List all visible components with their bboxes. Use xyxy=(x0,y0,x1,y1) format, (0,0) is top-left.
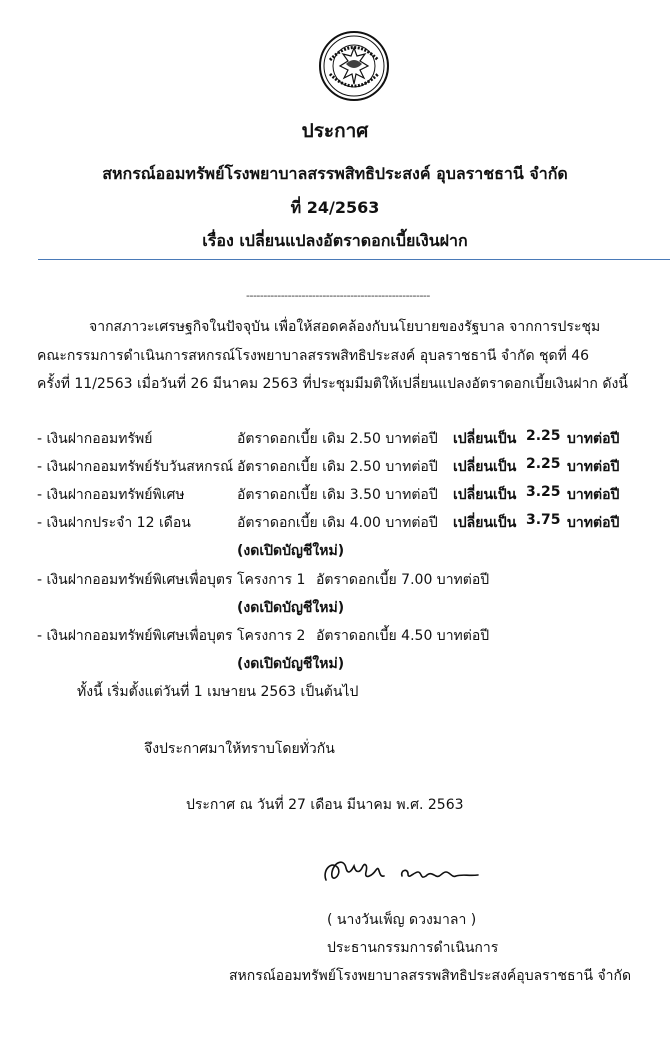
new-rate: 2.25 xyxy=(526,428,561,444)
effective-date: ทั้งนี้ เริ่มตั้งแต่วันที่ 1 เมษายน 2563 เป็นต้นไป xyxy=(77,684,359,700)
deposit-type: - เงินฝากออมทรัพย์รับวันสหกรณ์ xyxy=(37,459,234,475)
signer-name: ( นางวันเพ็ญ ดวงมาลา ) xyxy=(327,912,477,928)
intro-line-3: ครั้งที่ 11/2563 เมื่อวันที่ 26 มีนาคม 2563 ที่ประชุมมีมติให้เปลี่ยนแปลงอัตราดอกเบี้ยเงินฝาก ดังนี้ xyxy=(37,376,628,392)
cooperative-seal-icon xyxy=(318,30,390,102)
signer-position: ประธานกรรมการดำเนินการ xyxy=(327,940,499,956)
new-rate: 2.25 xyxy=(526,456,561,472)
new-rate: 3.75 xyxy=(526,512,561,528)
intro-line-1: จากสภาวะเศรษฐกิจในปัจจุบัน เพื่อให้สอดคล้องกับนโยบายของรัฐบาล จากการประชุม xyxy=(89,319,601,335)
new-rate: 3.25 xyxy=(526,484,561,500)
old-rate: อัตราดอกเบี้ย เดิม 4.00 บาทต่อปี xyxy=(237,515,438,531)
rate-unit: บาทต่อปี xyxy=(567,515,620,531)
rate-unit: บาทต่อปี xyxy=(567,431,620,447)
announced-date: ประกาศ ณ วันที่ 27 เดือน มีนาคม พ.ศ. 2563 xyxy=(186,797,464,813)
old-rate: อัตราดอกเบี้ย เดิม 2.50 บาทต่อปี xyxy=(237,459,438,475)
change-label: เปลี่ยนเป็น xyxy=(453,459,517,475)
signer-organization: สหกรณ์ออมทรัพย์โรงพยาบาลสรรพสิทธิประสงค์อุบลราชธานี จำกัด xyxy=(229,968,632,984)
header-divider xyxy=(38,259,670,260)
intro-line-2: คณะกรรมการดำเนินการสหกรณ์โรงพยาบาลสรรพสิทธิประสงค์ อุบลราชธานี จำกัด ชุดที่ 46 xyxy=(37,348,590,364)
deposit-type: - เงินฝากออมทรัพย์พิเศษ xyxy=(37,487,185,503)
change-label: เปลี่ยนเป็น xyxy=(453,515,517,531)
separator-dashes: ----------------------------------------------------- xyxy=(246,289,430,302)
deposit-type: - เงินฝากประจำ 12 เดือน xyxy=(37,515,191,531)
change-label: เปลี่ยนเป็น xyxy=(453,487,517,503)
closed-account-note: (งดเปิดบัญชีใหม่) xyxy=(237,656,345,672)
deposit-type: - เงินฝากออมทรัพย์ xyxy=(37,431,153,447)
old-rate: อัตราดอกเบี้ย เดิม 2.50 บาทต่อปี xyxy=(237,431,438,447)
project-rate: อัตราดอกเบี้ย 4.50 บาทต่อปี xyxy=(316,628,490,644)
rate-unit: บาทต่อปี xyxy=(567,487,620,503)
project-deposit-type: - เงินฝากออมทรัพย์พิเศษเพื่อบุตร โครงการ 2 xyxy=(37,628,306,644)
rate-unit: บาทต่อปี xyxy=(567,459,620,475)
announcement-subject: เรื่อง เปลี่ยนแปลงอัตราดอกเบี้ยเงินฝาก xyxy=(202,231,468,250)
project-deposit-type: - เงินฝากออมทรัพย์พิเศษเพื่อบุตร โครงการ 1 xyxy=(37,572,306,588)
announcement-number: ที่ 24/2563 xyxy=(290,198,380,217)
page-title: ประกาศ xyxy=(301,120,369,142)
closed-account-note: (งดเปิดบัญชีใหม่) xyxy=(237,543,345,559)
project-rate: อัตราดอกเบี้ย 7.00 บาทต่อปี xyxy=(316,572,490,588)
organization-name: สหกรณ์ออมทรัพย์โรงพยาบาลสรรพสิทธิประสงค์ อุบลราชธานี จำกัด xyxy=(102,164,568,183)
old-rate: อัตราดอกเบี้ย เดิม 3.50 บาทต่อปี xyxy=(237,487,438,503)
notice-text: จึงประกาศมาให้ทราบโดยทั่วกัน xyxy=(144,741,335,757)
change-label: เปลี่ยนเป็น xyxy=(453,431,517,447)
closed-account-note: (งดเปิดบัญชีใหม่) xyxy=(237,600,345,616)
handwritten-signature-icon xyxy=(318,850,498,892)
